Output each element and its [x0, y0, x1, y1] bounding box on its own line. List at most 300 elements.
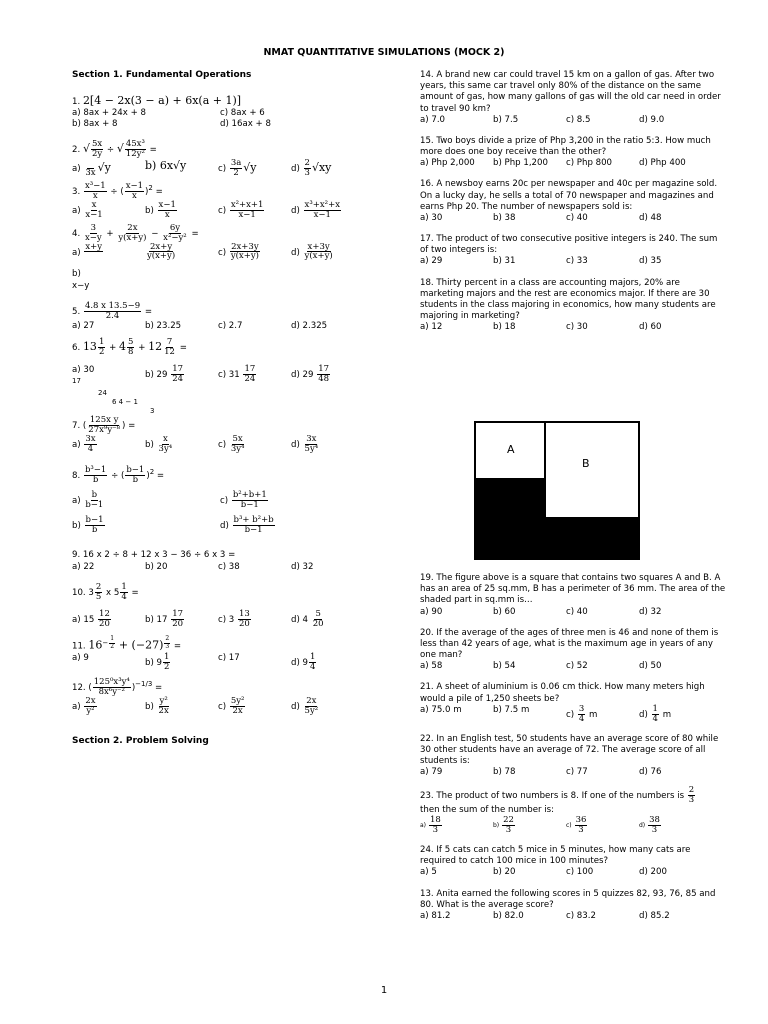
denominator: 24	[244, 373, 256, 384]
option: c) 100	[566, 867, 594, 878]
option: b) 20	[493, 867, 516, 878]
option: a) 79	[420, 767, 443, 778]
option-c	[218, 243, 291, 262]
exponent: −	[102, 639, 109, 648]
option-label: d)	[639, 709, 648, 720]
question-3: 3. $\frac{\text{x³−1}}{x}$ ÷ ( $\frac{x-1}{x}$ )$^2$ = a) $\frac{x}{x-1}$ b) $\frac{x-1}{x}$ c) $\frac{\text{x²+x+1}}{x-1}$ d) $\frac{\text{x³+x²+x}}{x-1}$	[72, 182, 372, 220]
denominator: 3x	[85, 168, 96, 179]
numerator: 6y	[169, 222, 181, 233]
denominator: b	[92, 474, 99, 485]
option: b) 7.5	[493, 114, 519, 125]
option-label: d) 4	[291, 614, 309, 625]
question-text: 21. A sheet of aluminium is 0.06 cm thick. How many meters high would a pile of 1,250 sheets be?	[420, 682, 705, 704]
numerator: 4.8 x 13.5−9	[84, 300, 141, 311]
option-a	[72, 697, 145, 716]
denominator: 2y	[91, 149, 103, 160]
denominator: 2x	[158, 706, 169, 717]
option: b) 23.25	[145, 320, 182, 331]
numerator: 38	[649, 815, 660, 826]
option: c) 30	[566, 322, 588, 333]
option: c) 40	[566, 212, 588, 223]
option-label: d)	[220, 520, 229, 531]
option-a	[72, 243, 145, 262]
section-heading: Section 1. Fundamental Operations	[72, 70, 252, 80]
expression: √y	[243, 161, 257, 175]
denominator: b−1	[240, 499, 259, 510]
operator: =	[173, 642, 182, 653]
denominator: b−1	[244, 524, 263, 535]
question-1	[72, 94, 372, 131]
option-label: b) 29	[145, 369, 168, 380]
exponent: 2	[148, 184, 153, 193]
numerator: 1	[310, 652, 316, 663]
expression: √xy	[311, 161, 332, 175]
numerator: x²+x+1	[230, 199, 264, 210]
numerator: x³+x²+x	[304, 199, 340, 210]
denominator: 5y²	[304, 706, 319, 717]
operator: =	[156, 470, 165, 481]
option-label: c)	[218, 247, 227, 258]
option: c) 52	[566, 661, 588, 672]
denominator: 5	[95, 591, 102, 602]
question-4	[72, 224, 372, 292]
operator: =	[155, 186, 163, 197]
denominator: 3	[651, 825, 658, 836]
option: d) 32	[291, 561, 314, 572]
denominator: 8x⁶y⁻²	[98, 687, 125, 698]
question-21	[420, 682, 726, 723]
numerator: 3a	[230, 158, 242, 169]
option-b	[493, 816, 566, 835]
denominator: 20	[239, 618, 250, 629]
option-c	[218, 159, 291, 178]
question-12: 12. ( $\frac{\text{125⁰x³y⁴}}{\text{8x⁶y⁻²}}$ )$^{-1/3}$ = a) $\frac{2x}{\text{y²}}$ b) $\frac{\text{y²}}{2x}$ c) $\frac{\text{5y²}}{2x}$ d) $\frac{2x}{\text{5y²}}$	[72, 678, 372, 716]
question-number: 2.	[72, 145, 81, 156]
numerator: 2	[304, 158, 310, 169]
option: d) 60	[639, 322, 662, 333]
operator: x	[106, 587, 112, 598]
question-number: 4.	[72, 228, 81, 239]
option: d) 32	[639, 606, 662, 617]
subscript: 17	[72, 376, 81, 385]
denominator: 5y⁴	[304, 443, 319, 454]
option-d	[291, 365, 364, 387]
denominator: 12y²	[125, 149, 145, 160]
option: d) 76	[639, 767, 662, 778]
option-d	[291, 435, 364, 454]
numerator: b−1	[126, 464, 145, 475]
denominator: 48	[318, 373, 330, 384]
operator: =	[131, 587, 139, 598]
denominator: 20	[172, 618, 184, 629]
numerator: 18	[429, 815, 441, 826]
numerator: 2x	[127, 222, 138, 233]
whole-number: 4	[119, 339, 127, 353]
option-label: d)	[291, 439, 300, 450]
numerator: y²	[159, 696, 168, 707]
question-text: 13. Anita earned the following scores in 5 quizzes 82, 93, 76, 85 and 80. What is the average score?	[420, 888, 716, 910]
question-18	[420, 278, 726, 334]
question-16	[420, 179, 726, 224]
question-text: then the sum of the number is:	[420, 805, 555, 816]
question-number: 1.	[72, 96, 81, 107]
question-number: 6.	[72, 342, 81, 353]
option-label: c) 31	[218, 369, 240, 380]
denominator: x−y	[72, 280, 90, 291]
question-text: 23. The product of two numbers is 8. If one of the numbers is	[420, 791, 685, 802]
denominator: 3	[578, 825, 584, 836]
option-label: d) 29	[291, 369, 314, 380]
numerator: b	[91, 489, 98, 500]
exponent: −	[125, 398, 132, 407]
option-d	[220, 516, 368, 535]
expression: √y	[97, 161, 111, 175]
question-6	[72, 338, 372, 387]
numerator: 2	[165, 635, 170, 643]
option: b) 8ax + 8	[72, 119, 118, 130]
numerator: 5	[315, 608, 321, 619]
option: a) 22	[72, 561, 95, 572]
option: d) Php 400	[639, 158, 686, 169]
option: a) 29	[420, 256, 443, 267]
option-d	[291, 201, 364, 220]
whole-number: 13	[82, 339, 97, 353]
option-c	[218, 697, 291, 716]
numerator: 1	[121, 581, 127, 592]
denominator: 24	[172, 373, 184, 384]
numerator: b³+ b²+b	[233, 514, 274, 525]
option: a) 30	[420, 212, 443, 223]
option-a	[72, 365, 145, 387]
denominator: x−y	[84, 232, 102, 243]
option-c	[218, 435, 291, 454]
operator: =	[128, 421, 136, 432]
numerator: 2x	[85, 696, 96, 707]
denominator: b	[91, 524, 98, 535]
numerator: 5y²	[230, 696, 245, 707]
question-number: 8.	[72, 470, 81, 481]
option: b) 7.5 m	[493, 704, 530, 715]
question-8: 8. $\frac{\text{b³−1}}{b}$ ÷ ( $\frac{b-1}{b}$ )$^2$ = a) $\frac{b}{b-1}$ c) $\frac{\text{b²+b+1}}{b-1}$ b) $\frac{b-1}{b}$ d) $\frac{\text{b³+ b²+b}}{b-1}$	[72, 466, 372, 535]
option-label: d)	[291, 205, 300, 216]
denominator: 27x⁹y⁻⁸	[88, 425, 121, 436]
numerator: 12	[99, 608, 110, 619]
unit: m	[662, 709, 672, 720]
option-label: b)	[145, 205, 154, 216]
option-a	[72, 610, 145, 629]
question-number: 3.	[72, 186, 81, 197]
option-label: a)	[72, 439, 81, 450]
option-b	[145, 697, 218, 716]
numerator: 5x	[232, 434, 243, 445]
operator: =	[149, 145, 157, 156]
option-d	[639, 705, 712, 724]
option-a	[72, 159, 145, 178]
denominator: y(x+y)	[147, 251, 176, 262]
square-a	[476, 423, 546, 480]
option: a) 90	[420, 606, 443, 617]
question-text: 9. 16 x 2 ÷ 8 + 12 x 3 − 36 ÷ 6 x 3 =	[72, 550, 236, 561]
denominator: b−1	[85, 499, 104, 510]
option-label: c)	[218, 702, 227, 713]
option: a) 81.2	[420, 910, 451, 921]
denominator: 2	[110, 642, 115, 650]
question-9	[72, 550, 372, 572]
exponent: 1	[133, 398, 138, 407]
option-label: c)	[566, 709, 575, 720]
question-11	[72, 636, 372, 672]
question-22	[420, 734, 726, 779]
option: b) 31	[493, 256, 516, 267]
option-b	[145, 610, 218, 629]
operator: +	[106, 228, 114, 239]
option: b) 20	[145, 561, 168, 572]
option-c	[566, 816, 639, 835]
numerator: 2	[95, 581, 102, 592]
question-number: 10.	[72, 587, 86, 598]
option-label: c) 3	[218, 614, 235, 625]
option-label: b)	[72, 520, 81, 531]
denominator: 3y⁴	[158, 443, 173, 454]
option-label: a)	[72, 495, 81, 506]
operator: ÷	[111, 470, 119, 481]
option-label: d)	[291, 702, 300, 713]
numerator: 13	[239, 608, 250, 619]
question-24	[420, 845, 726, 879]
denominator: 3	[304, 168, 310, 179]
option-d	[291, 159, 364, 178]
expression: 2[4 − 2x(3 − a) + 6x(a + 1)]	[82, 93, 242, 107]
option-b	[145, 201, 218, 220]
denominator: 20	[312, 618, 324, 629]
numerator: x−1	[158, 199, 176, 210]
option: d) 9.0	[639, 114, 665, 125]
question-13	[420, 889, 726, 923]
question-text: 16. A newsboy earns 20c per newspaper and 40c per magazine sold. On a lucky day, he sells a total of 70 newspaper and magazines and earns Php 20. The number of newspapers sold is:	[420, 179, 718, 212]
option-a	[72, 491, 220, 510]
option: c) Php 800	[566, 158, 613, 169]
question-text: 14. A brand new car could travel 15 km on a gallon of gas. After two years, this same car travel only 80% of the distance on the same amount of gas, how many gallons of gas will the old car need in order to travel 90 km?	[420, 70, 721, 114]
operator: +	[109, 342, 117, 353]
option: b) 60	[493, 606, 516, 617]
numerator: 7	[166, 336, 173, 347]
option-d	[291, 243, 364, 262]
option-label: c)	[218, 164, 227, 175]
option: c) 77	[566, 767, 588, 778]
option-c	[218, 610, 291, 629]
operator: +	[138, 342, 146, 353]
denominator: x²−y²	[163, 232, 187, 243]
question-14	[420, 70, 726, 126]
option-c	[220, 491, 368, 510]
numerator: 1	[98, 336, 105, 347]
numerator: 22	[503, 815, 514, 826]
denominator: 4	[87, 443, 94, 454]
question-text: 17. The product of two consecutive positive integers is 240. The sum of two integers is:	[420, 234, 718, 256]
numerator: 17	[244, 363, 256, 374]
numerator: b³−1	[84, 464, 107, 475]
unit: m	[588, 709, 598, 720]
option: a) 9	[72, 653, 89, 664]
question-number: 7.	[72, 421, 81, 432]
option-label: a) 15	[72, 614, 95, 625]
exponent: 3	[150, 407, 155, 416]
option-label: c)	[218, 205, 227, 216]
right-column	[420, 70, 726, 333]
fraction	[125, 140, 146, 159]
option-b: b) 6x√y	[145, 159, 187, 173]
option-label: d)	[291, 247, 300, 258]
option: a) 27	[72, 320, 95, 331]
option: b) Php 1,200	[493, 158, 548, 169]
question-number: 12.	[72, 683, 86, 694]
denominator: 3	[432, 825, 439, 836]
page-title: NMAT QUANTITATIVE SIMULATIONS (MOCK 2)	[263, 47, 505, 58]
option-label: d)	[639, 822, 646, 830]
expression: + (−27)	[118, 639, 164, 653]
option: d) 85.2	[639, 910, 670, 921]
numerator: 17	[172, 363, 184, 374]
page-number: 1	[380, 985, 388, 996]
option-label: d) 9	[291, 658, 309, 669]
denominator: 3	[165, 642, 170, 650]
exponent: 2	[149, 467, 155, 476]
denominator: 2x	[232, 706, 243, 717]
square-a-label: A	[507, 443, 515, 456]
option: b) 82.0	[493, 910, 524, 921]
numerator: 3x	[306, 434, 317, 445]
option: a) 58	[420, 661, 443, 672]
numerator: 3x	[85, 434, 96, 445]
option-unlabeled	[145, 243, 218, 262]
denominator: 4	[652, 713, 658, 724]
denominator: 3	[505, 825, 512, 836]
numerator: x+y	[85, 241, 103, 252]
option: b) 78	[493, 767, 516, 778]
denominator: b	[132, 474, 139, 485]
square-b	[546, 423, 638, 517]
denominator: 3	[688, 795, 695, 806]
operator: =	[155, 683, 163, 694]
numerator: 17	[172, 608, 184, 619]
denominator: 12	[164, 346, 175, 357]
question-2: 2. √ $\frac{5x}{2y}$ ÷ √ $\frac{\text{45x³}}{\text{12y²}}$ = a) 3x √y b) 6x√y c) $\frac{3a}{2}$ √y d) $\frac{2}{3}$ √xy	[72, 140, 372, 178]
option: b) 38	[493, 212, 516, 223]
question-15	[420, 136, 726, 170]
option-a	[72, 435, 145, 454]
denominator: x	[164, 209, 170, 220]
option: c) 33	[566, 256, 588, 267]
denominator: 4	[121, 591, 127, 602]
exponent: −1/3	[135, 680, 153, 689]
question-number: 11.	[72, 642, 86, 653]
denominator: x−1	[313, 209, 331, 220]
whole-number: 5	[113, 587, 120, 598]
option-label: a)	[420, 822, 427, 830]
question-7: 24 6 4 − 1 3 7. ( $\frac{\text{125x y}}{\text{27x⁹y⁻⁸}}$ ) = a) $\frac{3x}{4}$ b) $\frac{x}{\text{3y⁴}}$ c) $\frac{5x}{\text{3y⁴}}$ d) $\frac{3x}{\text{5y⁴}}$	[72, 389, 372, 454]
denominator: 2	[233, 168, 239, 179]
option-label: b)	[493, 822, 500, 830]
option-label: a)	[72, 702, 81, 713]
question-23	[420, 786, 726, 835]
denominator: x−1	[85, 209, 103, 220]
denominator: 8	[128, 346, 134, 357]
operator: ÷	[110, 186, 118, 197]
left-column	[72, 70, 372, 748]
denominator: y(x+y)	[118, 232, 147, 243]
operator: =	[191, 228, 199, 239]
numerator: 3	[578, 703, 585, 714]
option-label: b) 17	[145, 614, 168, 625]
denominator: 4	[310, 662, 316, 673]
option-a	[420, 816, 493, 835]
numerator: 1	[110, 635, 115, 643]
base: 16	[88, 639, 103, 653]
question-text: 20. If the average of the ages of three men is 46 and none of them is less than 42 years of age, what is the maximum age in years of any one man?	[420, 627, 719, 661]
numerator: 5x	[91, 139, 103, 150]
question-text: 19. The figure above is a square that contains two squares A and B. A has an area of 25 sq.mm, B has a perimeter of 36 mm. The area of the shaded part in sq.mm is…	[420, 573, 726, 606]
option-c	[218, 201, 291, 220]
option: b) 18	[493, 322, 516, 333]
option: d) 200	[639, 867, 667, 878]
option-label: b)	[145, 439, 154, 450]
whole-number: 3	[88, 587, 94, 598]
option-c	[566, 705, 639, 724]
option: d) 48	[639, 212, 662, 223]
option: d) 50	[639, 661, 662, 672]
square-figure	[474, 421, 640, 560]
option-label: a)	[72, 164, 81, 175]
option-label: c)	[218, 439, 227, 450]
denominator: 2.4	[105, 310, 120, 321]
denominator: 4	[578, 713, 585, 724]
square-b-label: B	[582, 457, 590, 470]
option-c	[218, 365, 291, 387]
numerator: 5	[128, 336, 134, 347]
exponent: 24	[98, 388, 107, 397]
numerator: 2x+3y	[231, 241, 259, 252]
numerator: b−1	[85, 514, 104, 525]
operator: =	[179, 342, 187, 353]
denominator: 2	[98, 346, 105, 357]
denominator: x−1	[238, 209, 256, 220]
question-text: 22. In an English test, 50 students have an average score of 80 while 30 other students have an average of 72. The average score of all students is:	[420, 733, 719, 766]
option: a) 8ax + 24x + 8	[72, 107, 146, 118]
numerator: 2	[688, 785, 695, 796]
option: a) 5	[420, 867, 437, 878]
option: c) 83.2	[566, 910, 596, 921]
operator: −	[151, 228, 159, 239]
option: a) 7.0	[420, 114, 446, 125]
question-19	[420, 573, 726, 618]
option-label: b) 9	[145, 658, 163, 669]
numerator: 125x y	[89, 415, 119, 426]
question-17	[420, 234, 726, 268]
numerator: 1	[652, 703, 658, 714]
question-5	[72, 302, 372, 332]
denominator: 20	[99, 618, 110, 629]
option: c) 17	[218, 653, 240, 664]
denominator: y(x+y)	[304, 251, 333, 262]
option: d) 2.325	[291, 320, 328, 331]
numerator: 45x³	[125, 139, 145, 150]
numerator: x−1	[125, 181, 144, 192]
question-number: 5.	[72, 306, 81, 317]
option-d	[291, 610, 364, 629]
option: d) 35	[639, 256, 662, 267]
option-b	[145, 365, 218, 387]
numerator: 17	[318, 363, 330, 374]
